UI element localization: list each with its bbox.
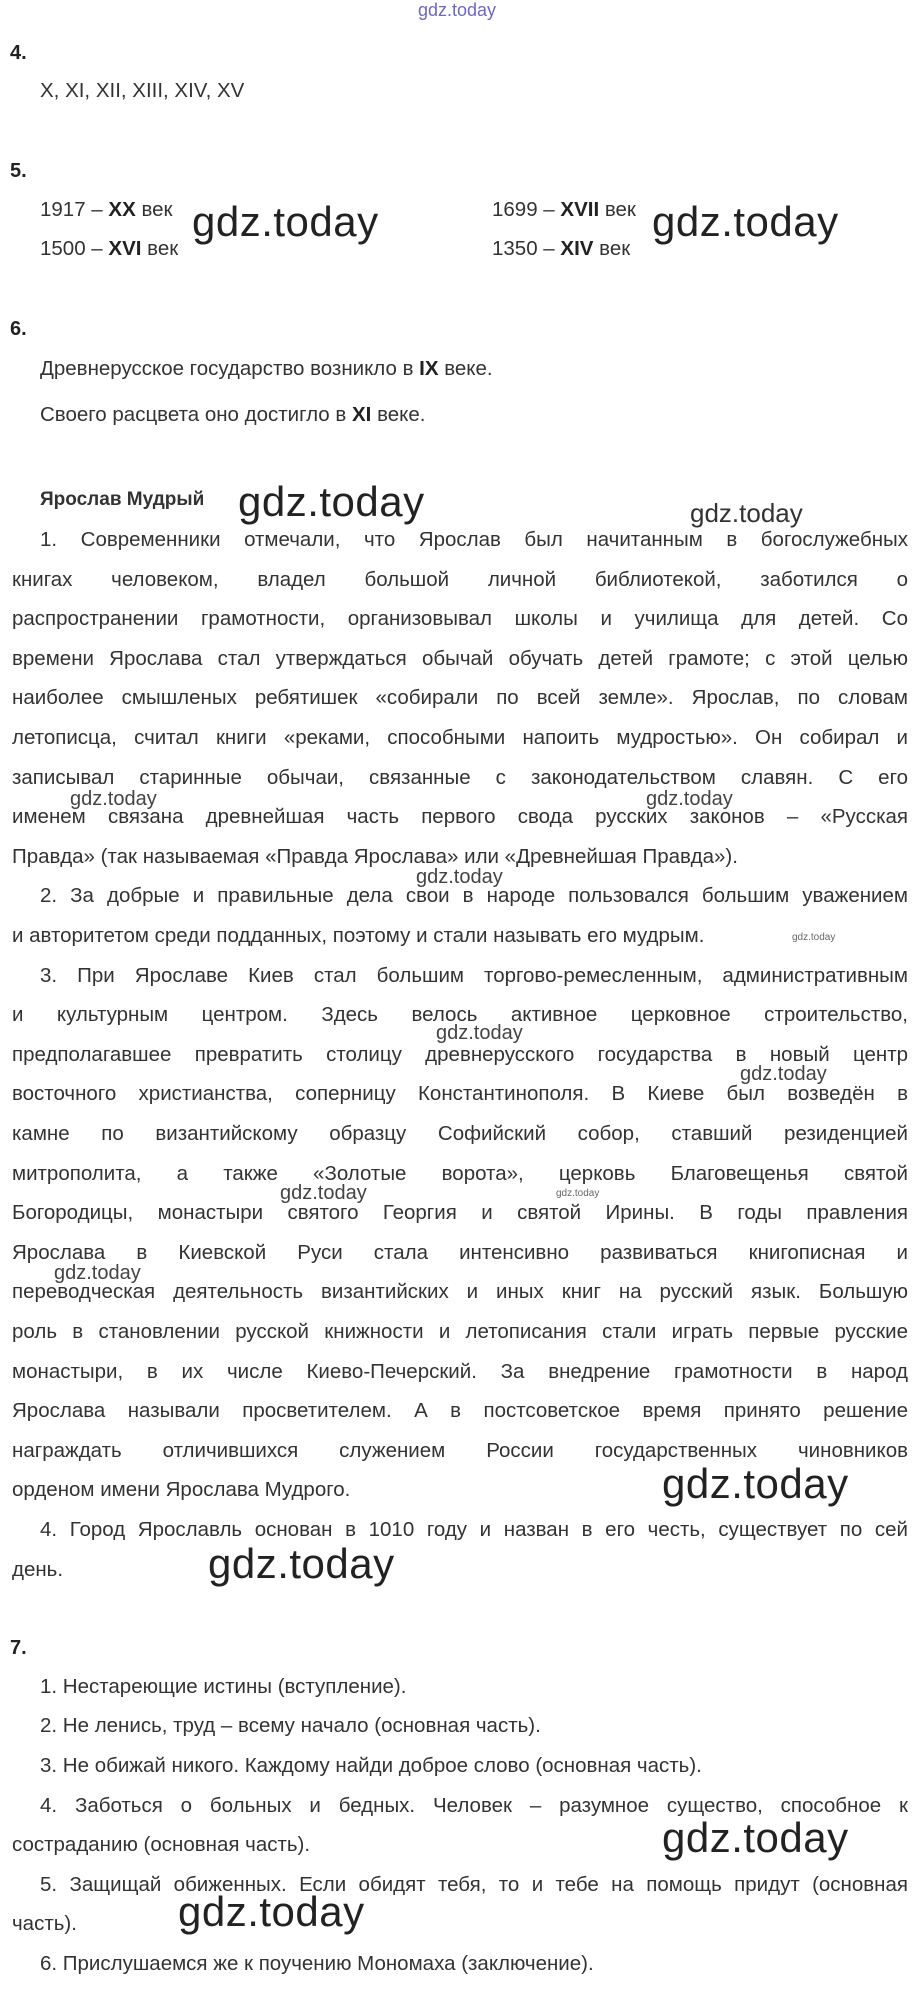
yaroslav-line: 2. За добрые и правильные дела свои в народе пользовался большим уважением — [40, 884, 908, 908]
s5-item-2: 1500 – XVI век — [40, 237, 179, 260]
yaroslav-line: записывал старинные обычаи, связанные с законодательством славян. С его — [12, 765, 908, 789]
s5-item-1: 1917 – XX век — [40, 198, 173, 221]
yaroslav-line: камне по византийскому образцу Софийский собор, ставший резиденцией — [12, 1122, 908, 1145]
yaroslav-line: Ярослава в Киевской Руси стала интенсивно развиваться книгописная и — [12, 1240, 908, 1264]
watermark: gdz.today — [54, 1262, 141, 1284]
section-7-number: 7. — [10, 1637, 27, 1659]
yaroslav-line: и культурным центром. Здесь велось активное церковное строительство, — [12, 1003, 908, 1027]
yaroslav-line: 3. При Ярославе Киев стал большим торгово-ремесленным, административным — [40, 963, 908, 987]
plan-item-line: состраданию (основная часть). — [12, 1833, 311, 1856]
yaroslav-line: и авторитетом среди подданных, поэтому и стали называть его мудрым. — [12, 924, 705, 947]
plan-item-line: 6. Прислушаемся же к поучению Мономаха (заключение). — [40, 1952, 594, 1975]
section-5-number: 5. — [10, 160, 27, 182]
plan-item-line: часть). — [12, 1912, 77, 1935]
yaroslav-line: распространении грамотности, организовывал школы и училища для детей. Со — [12, 607, 908, 631]
yaroslav-line: роль в становлении русской книжности и летописания стали играть первые русские — [12, 1320, 908, 1343]
yaroslav-line: 4. Город Ярославль основан в 1010 году и назван в его честь, существует по сей — [40, 1518, 908, 1541]
yaroslav-heading: Ярослав Мудрый — [40, 489, 205, 510]
yaroslav-line: Богородицы, монастыри святого Георгия и святой Ирины. В годы правления — [12, 1201, 908, 1225]
plan-item-line: 2. Не ленись, труд – всему начало (основная часть). — [40, 1714, 541, 1737]
s5-item-3: 1699 – XVII век — [492, 198, 636, 221]
yaroslav-line: монастыри, в их числе Киево-Печерский. За внедрение грамотности в народ — [12, 1359, 908, 1383]
yaroslav-line: восточного христианства, соперницу Константинополя. В Киеве был возведён в — [12, 1082, 908, 1106]
watermark: gdz.today — [740, 1063, 827, 1085]
plan-item-line: 4. Заботься о больных и бедных. Человек – разумное существо, способное к — [40, 1794, 908, 1817]
section-4-text: X, XI, XII, XIII, XIV, XV — [40, 79, 245, 102]
watermark: gdz.today — [208, 1540, 395, 1587]
yaroslav-line: предполагавшее превратить столицу древнерусского государства в новый центр — [12, 1042, 908, 1066]
yaroslav-line: орденом имени Ярослава Мудрого. — [12, 1478, 351, 1502]
plan-item-line: 3. Не обижай никого. Каждому найди доброе слово (основная часть). — [40, 1754, 702, 1777]
watermark: gdz.today — [238, 478, 425, 525]
watermark: gdz.today — [690, 498, 803, 528]
yaroslav-line: Правда» (так называемая «Правда Ярослава» или «Древнейшая Правда»). — [12, 844, 738, 868]
yaroslav-line: Ярослава называли просветителем. А в постсоветское время принято решение — [12, 1399, 908, 1423]
watermark: gdz.today — [178, 1888, 365, 1935]
plan-item-line: 1. Нестареющие истины (вступление). — [40, 1675, 407, 1698]
watermark: gdz.today — [662, 1814, 849, 1861]
yaroslav-line: именем связана древнейшая часть первого свода русских законов – «Русская — [12, 805, 908, 829]
watermark: gdz.today — [792, 932, 836, 943]
watermark: gdz.today — [280, 1182, 367, 1204]
watermark: gdz.today — [192, 198, 379, 245]
s5-item-4: 1350 – XIV век — [492, 237, 631, 260]
yaroslav-line: книгах человеком, владел большой личной библиотекой, заботился о — [12, 567, 908, 591]
section-6-number: 6. — [10, 318, 27, 340]
yaroslav-line: награждать отличившихся служением России государственных чиновников — [12, 1438, 908, 1462]
yaroslav-line: времени Ярослава стал утверждаться обычай обучать детей грамоте; с этой целью — [12, 646, 908, 670]
yaroslav-line: 1. Современники отмечали, что Ярослав был начитанным в богослужебных — [40, 528, 908, 551]
watermark: gdz.today — [662, 1460, 849, 1507]
watermark: gdz.today — [646, 788, 733, 810]
yaroslav-line: день. — [12, 1557, 64, 1581]
section-6-line-2: Своего расцвета оно достигло в XI веке. — [40, 403, 426, 426]
watermark: gdz.today — [416, 866, 503, 888]
yaroslav-line: переводческая деятельность византийских и иных книг на русский язык. Большую — [12, 1280, 908, 1304]
watermark: gdz.today — [652, 198, 839, 245]
watermark: gdz.today — [70, 788, 157, 810]
header-watermark: gdz.today — [418, 0, 497, 20]
watermark: gdz.today — [556, 1188, 600, 1199]
plan-item-line: 5. Защищай обиженных. Если обидят тебя, то и тебе на помощь придут (основная — [40, 1873, 908, 1896]
yaroslav-line: наиболее смышленых ребятишек «собирали по всей земле». Ярослав, по словам — [12, 686, 908, 710]
section-4-number: 4. — [10, 42, 27, 64]
watermark: gdz.today — [436, 1022, 523, 1044]
section-6-line-1: Древнерусское государство возникло в IX веке. — [40, 357, 493, 380]
yaroslav-line: митрополита, а также «Золотые ворота», церковь Благовещенья святой — [12, 1161, 908, 1185]
yaroslav-line: летописца, считал книги «реками, способными напоить мудростью». Он собирал и — [12, 726, 908, 749]
